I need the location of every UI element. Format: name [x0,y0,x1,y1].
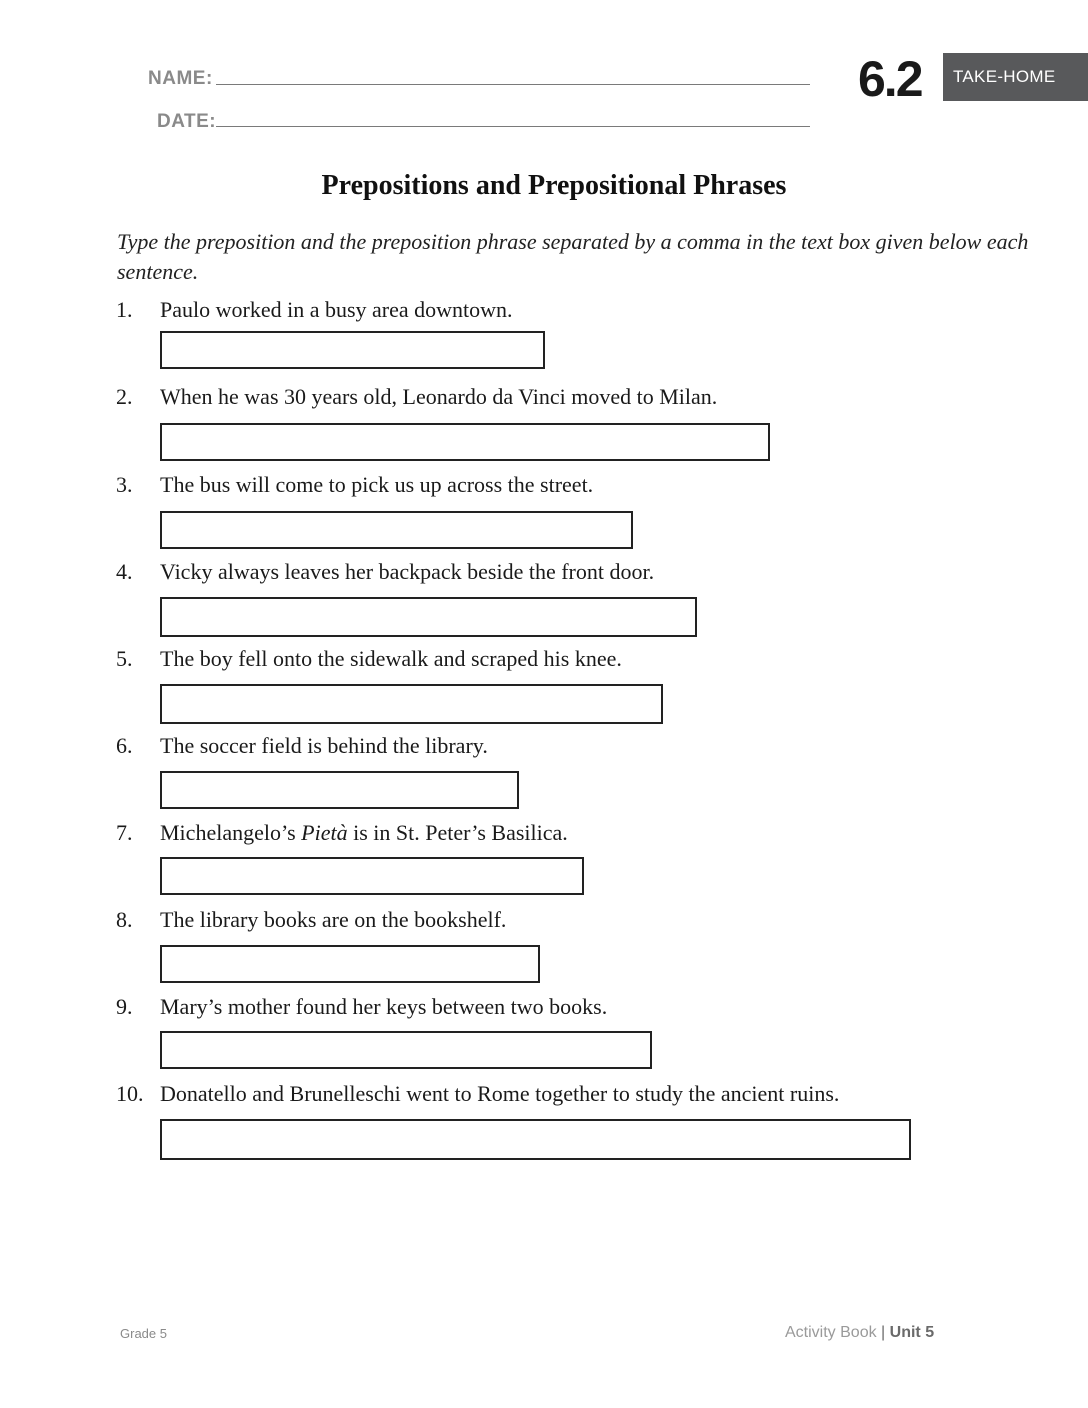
footer-book-info [785,1324,934,1342]
date-line[interactable] [216,126,810,127]
question-number: 9. [116,994,133,1019]
question-text: Donatello and Brunelleschi went to Rome together to study the ancient ruins. [160,1081,840,1106]
take-home-badge: TAKE-HOME [943,53,1088,101]
question-number: 5. [116,646,133,671]
footer-grade: Grade 5 [120,1326,167,1341]
question-number: 8. [116,907,133,932]
page-title: Prepositions and Prepositional Phrases [321,170,787,201]
question-text: Mary’s mother found her keys between two books. [160,994,608,1019]
instructions: Type the preposition and the preposition phrase separated by a comma in the text box given below each sentence. [117,229,1029,284]
question-number: 6. [116,733,133,758]
answer-box[interactable] [160,771,519,809]
answer-box[interactable] [160,511,633,549]
answer-box[interactable] [160,423,770,461]
question-text: The boy fell onto the sidewalk and scraped his knee. [160,646,622,671]
question-number: 10. [116,1081,144,1106]
lesson-number: 6.2 [858,51,922,107]
date-label: DATE: [157,111,217,132]
question-number: 4. [116,559,133,584]
question-number: 2. [116,384,133,409]
answer-box[interactable] [160,331,545,369]
footer-separator: | [881,1324,886,1341]
question-text: The library books are on the bookshelf. [160,907,507,932]
name-line[interactable] [216,84,810,85]
footer-unit: Unit 5 [889,1324,935,1341]
question-number: 3. [116,472,133,497]
question-text: The bus will come to pick us up across the street. [160,472,594,497]
footer-book: Activity Book [785,1324,877,1341]
question-number: 1. [116,297,133,322]
answer-box[interactable] [160,684,663,724]
question-number: 7. [116,820,133,845]
answer-box[interactable] [160,857,584,895]
answer-box[interactable] [160,597,697,637]
answer-box[interactable] [160,1031,652,1069]
question-text: When he was 30 years old, Leonardo da Vinci moved to Milan. [160,384,718,409]
answer-box[interactable] [160,945,540,983]
question-text: Michelangelo’s Pietà is in St. Peter’s Basilica. [160,820,568,845]
answer-box[interactable] [160,1119,911,1160]
question-text: The soccer field is behind the library. [160,733,488,758]
question-text: Paulo worked in a busy area downtown. [160,297,513,322]
question-text: Vicky always leaves her backpack beside the front door. [160,559,655,584]
name-label: NAME: [148,68,213,89]
